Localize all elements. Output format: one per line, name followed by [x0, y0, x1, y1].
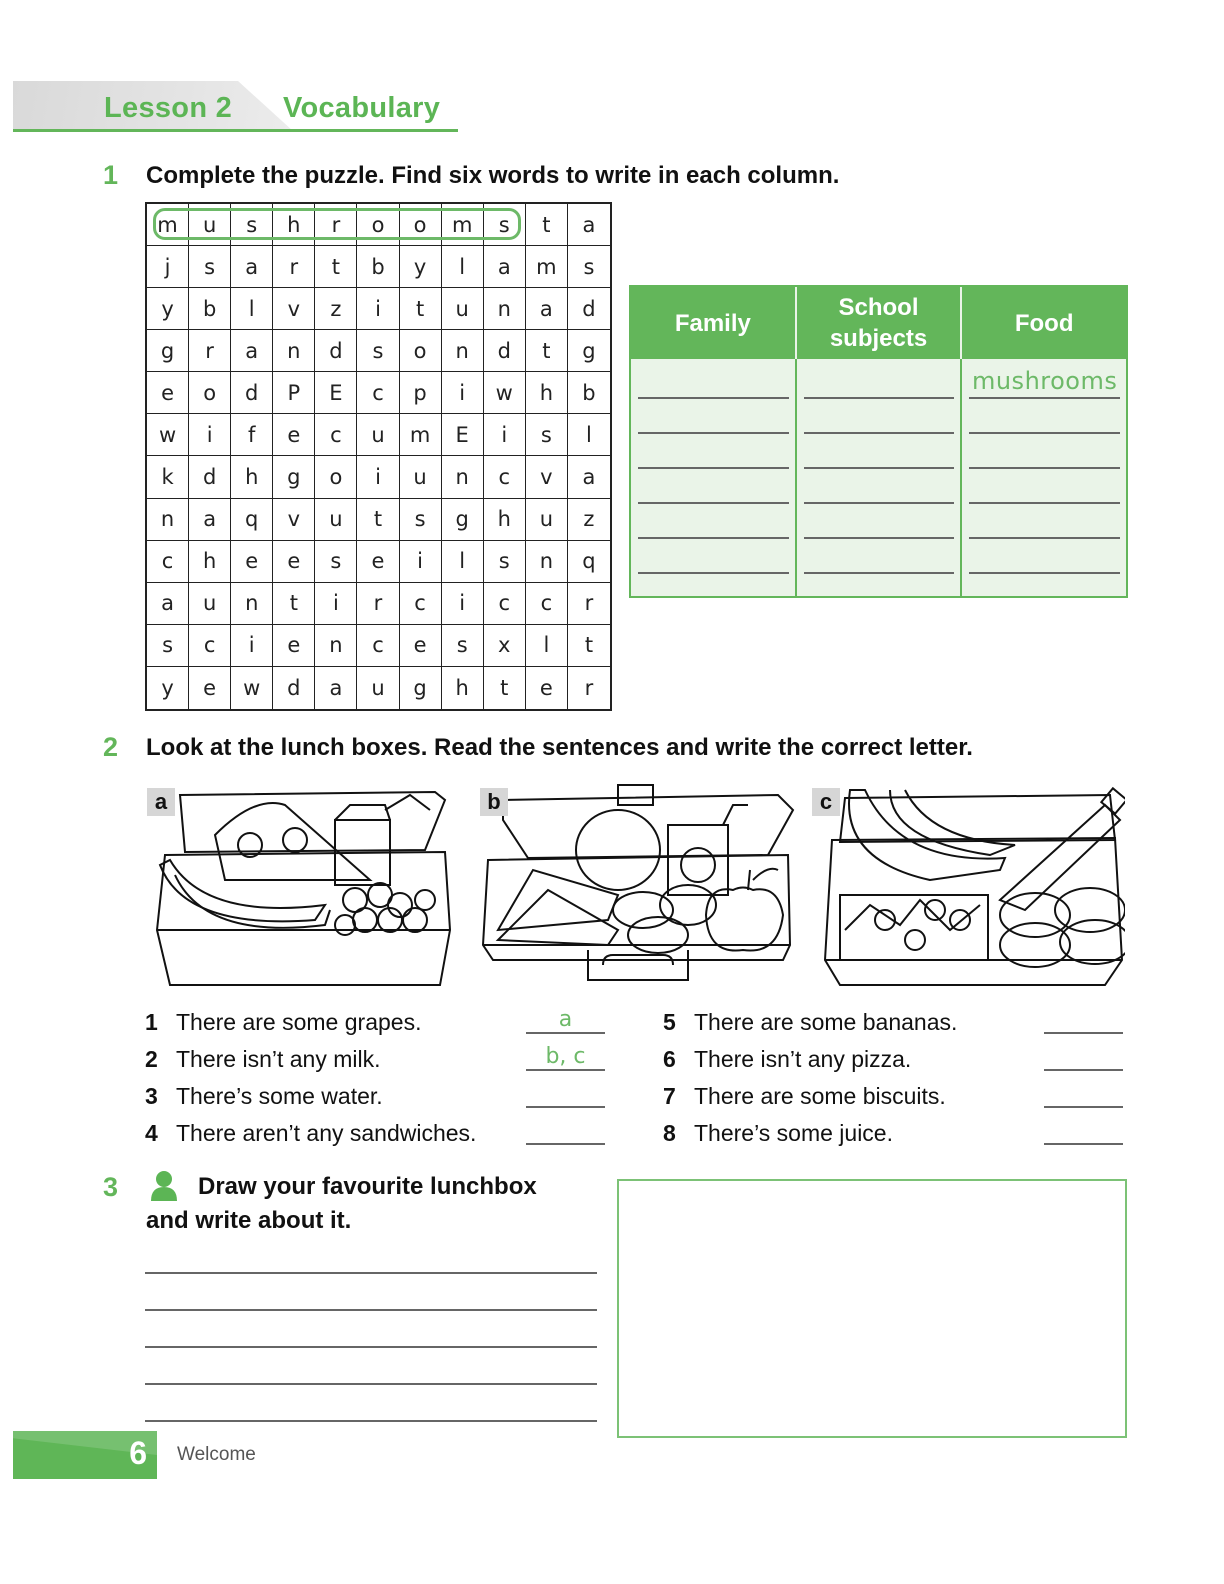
grid-cell[interactable]: a [315, 667, 357, 709]
grid-cell[interactable]: y [147, 288, 189, 330]
grid-cell[interactable]: m [400, 414, 442, 456]
column-header-family: Family [674, 309, 751, 337]
grid-cell[interactable]: q [568, 541, 610, 583]
grid-cell[interactable]: g [273, 456, 315, 498]
grid-cell[interactable]: d [315, 330, 357, 372]
answer-line[interactable] [638, 537, 789, 539]
grid-cell[interactable]: v [273, 499, 315, 541]
grid-cell[interactable]: c [484, 583, 526, 625]
grid-cell[interactable]: m [442, 204, 484, 246]
grid-cell[interactable]: u [526, 499, 568, 541]
writing-line-1[interactable] [145, 1272, 597, 1274]
sentence-text: There are some grapes. [176, 1009, 422, 1035]
writing-line-3[interactable] [145, 1346, 597, 1348]
answer-line[interactable] [969, 467, 1120, 469]
grid-cell[interactable]: s [526, 414, 568, 456]
answer-line[interactable] [969, 502, 1120, 504]
answer-blank[interactable] [1044, 1143, 1123, 1145]
grid-cell[interactable]: u [400, 456, 442, 498]
grid-cell[interactable]: y [147, 667, 189, 709]
lunchbox-a-label: a [147, 788, 175, 816]
sentence-text: There isn’t any pizza. [694, 1046, 912, 1072]
sentence-number: 8 [663, 1120, 676, 1146]
grid-cell[interactable]: d [484, 330, 526, 372]
grid-cell[interactable]: d [273, 667, 315, 709]
grid-cell[interactable]: d [189, 456, 231, 498]
grid-cell[interactable]: P [273, 372, 315, 414]
grid-cell[interactable]: h [526, 372, 568, 414]
column-food [960, 359, 1126, 596]
grid-cell[interactable]: a [147, 583, 189, 625]
grid-cell[interactable]: i [357, 456, 399, 498]
answer-line[interactable] [804, 502, 955, 504]
grid-cell[interactable]: o [400, 204, 442, 246]
sentence-text: There isn’t any milk. [176, 1046, 381, 1072]
answer-line[interactable] [638, 572, 789, 574]
sentence-item [663, 1009, 957, 1036]
grid-cell[interactable]: o [400, 330, 442, 372]
grid-cell[interactable]: e [273, 625, 315, 667]
exercise-1-instruction: Complete the puzzle. Find six words to write in each column. [146, 162, 840, 189]
answer-line[interactable] [638, 397, 789, 399]
grid-cell[interactable]: a [568, 456, 610, 498]
sentence-item [663, 1120, 893, 1147]
grid-cell[interactable]: r [189, 330, 231, 372]
grid-cell[interactable]: t [357, 499, 399, 541]
grid-cell[interactable]: n [526, 541, 568, 583]
grid-cell[interactable]: u [357, 667, 399, 709]
grid-cell[interactable]: r [568, 583, 610, 625]
lunchbox-c-illustration [810, 780, 1125, 990]
grid-cell[interactable]: n [442, 456, 484, 498]
grid-cell[interactable]: v [273, 288, 315, 330]
sentence-answer: a [558, 1007, 573, 1032]
sentence-text: There are some biscuits. [694, 1083, 946, 1109]
sentence-number: 2 [145, 1046, 158, 1072]
grid-cell[interactable]: t [526, 204, 568, 246]
grid-cell[interactable]: E [315, 372, 357, 414]
answer-line[interactable] [804, 397, 955, 399]
sentence-number: 5 [663, 1009, 676, 1035]
answer-blank[interactable] [526, 1106, 605, 1108]
grid-cell[interactable]: a [526, 288, 568, 330]
grid-cell[interactable]: w [231, 667, 273, 709]
writing-line-2[interactable] [145, 1309, 597, 1311]
grid-cell[interactable]: l [442, 541, 484, 583]
answer-line[interactable] [969, 572, 1120, 574]
column-header-school-subjects-label: School subjects [829, 294, 928, 352]
grid-cell[interactable]: h [442, 667, 484, 709]
exercise-1-number: 1 [103, 160, 119, 190]
column-header-school-subjects [795, 287, 961, 359]
grid-cell[interactable]: o [189, 372, 231, 414]
grid-cell[interactable]: h [273, 204, 315, 246]
lunchbox-a-illustration [145, 780, 460, 990]
sentence-number: 3 [145, 1083, 158, 1109]
grid-cell[interactable]: m [526, 246, 568, 288]
exercise-3-instruction-line1: Draw your favourite lunchbox [198, 1173, 537, 1200]
answer-line[interactable] [969, 537, 1120, 539]
person-icon [150, 1170, 178, 1202]
category-table [629, 285, 1128, 598]
answer-blank[interactable] [526, 1069, 605, 1071]
grid-cell[interactable]: l [231, 288, 273, 330]
grid-cell[interactable]: m [147, 204, 189, 246]
sentence-number: 7 [663, 1083, 676, 1109]
grid-cell[interactable]: e [273, 414, 315, 456]
grid-cell[interactable]: h [484, 499, 526, 541]
exercise-2-number: 2 [103, 732, 119, 762]
grid-cell[interactable]: a [231, 330, 273, 372]
word-search-grid [145, 202, 612, 711]
grid-cell[interactable]: n [315, 625, 357, 667]
lesson-banner [13, 81, 458, 131]
grid-cell[interactable]: w [484, 372, 526, 414]
sentence-item [145, 1009, 421, 1036]
grid-cell[interactable]: i [484, 414, 526, 456]
grid-cell[interactable]: s [315, 541, 357, 583]
grid-cell[interactable]: n [484, 288, 526, 330]
grid-cell[interactable]: c [357, 625, 399, 667]
banner-underline [13, 129, 458, 132]
lunchbox-b-illustration [478, 780, 798, 990]
grid-cell[interactable]: n [442, 330, 484, 372]
sentence-number: 6 [663, 1046, 676, 1072]
answer-line[interactable] [638, 432, 789, 434]
grid-cell[interactable]: c [315, 414, 357, 456]
grid-cell[interactable]: t [568, 625, 610, 667]
grid-cell[interactable]: t [315, 246, 357, 288]
grid-cell[interactable]: v [526, 456, 568, 498]
sentence-text: There aren’t any sandwiches. [176, 1120, 477, 1146]
grid-cell[interactable]: s [484, 204, 526, 246]
grid-cell[interactable]: u [189, 583, 231, 625]
grid-cell[interactable]: n [147, 499, 189, 541]
answer-line[interactable] [804, 572, 955, 574]
grid-cell[interactable]: i [400, 541, 442, 583]
grid-cell[interactable]: g [147, 330, 189, 372]
answer-blank[interactable] [1044, 1106, 1123, 1108]
grid-cell[interactable]: c [526, 583, 568, 625]
grid-cell[interactable]: h [189, 541, 231, 583]
grid-cell[interactable]: c [147, 541, 189, 583]
grid-cell[interactable]: s [484, 541, 526, 583]
grid-cell[interactable]: s [147, 625, 189, 667]
circled-word-mushrooms [153, 208, 521, 240]
grid-cell[interactable]: l [526, 625, 568, 667]
lunchbox-c-label: c [812, 788, 840, 816]
grid-cell[interactable]: y [400, 246, 442, 288]
grid-cell[interactable]: e [526, 667, 568, 709]
page-number-tab [13, 1431, 157, 1479]
category-table-body [631, 359, 1126, 596]
grid-cell[interactable]: e [147, 372, 189, 414]
grid-cell[interactable]: e [273, 541, 315, 583]
grid-cell[interactable]: i [231, 625, 273, 667]
grid-cell[interactable]: u [189, 204, 231, 246]
grid-cell[interactable]: u [357, 414, 399, 456]
grid-cell[interactable]: c [357, 372, 399, 414]
column-school-subjects [795, 359, 961, 596]
writing-line-5[interactable] [145, 1420, 597, 1422]
grid-cell[interactable]: i [442, 372, 484, 414]
sentence-item [663, 1083, 946, 1110]
exercise-3-number: 3 [103, 1172, 119, 1202]
grid-cell[interactable]: u [442, 288, 484, 330]
grid-cell[interactable]: d [568, 288, 610, 330]
grid-cell[interactable]: e [231, 541, 273, 583]
grid-cell[interactable]: i [189, 414, 231, 456]
grid-cell[interactable]: x [484, 625, 526, 667]
grid-cell[interactable]: e [357, 541, 399, 583]
grid-cell[interactable]: c [189, 625, 231, 667]
grid-cell[interactable]: r [273, 246, 315, 288]
sentence-item [145, 1083, 383, 1110]
sentence-answer: b, c [545, 1044, 586, 1069]
grid-cell[interactable]: t [273, 583, 315, 625]
grid-cell[interactable]: e [400, 625, 442, 667]
column-family [631, 359, 795, 596]
grid-cell[interactable]: n [231, 583, 273, 625]
grid-cell[interactable]: s [357, 330, 399, 372]
grid-cell[interactable]: p [400, 372, 442, 414]
lunchbox-a [145, 780, 460, 990]
sentence-number: 4 [145, 1120, 158, 1146]
exercise-2-instruction: Look at the lunch boxes. Read the sentences and write the correct letter. [146, 734, 973, 761]
grid-cell[interactable]: t [526, 330, 568, 372]
page-number: 6 [129, 1435, 147, 1471]
grid-cell[interactable]: i [315, 583, 357, 625]
grid-cell[interactable]: q [231, 499, 273, 541]
grid-cell[interactable]: a [189, 499, 231, 541]
grid-cell[interactable]: n [273, 330, 315, 372]
grid-cell[interactable]: d [231, 372, 273, 414]
sentence-text: There’s some juice. [694, 1120, 893, 1146]
grid-cell[interactable]: o [357, 204, 399, 246]
section-title: Vocabulary [283, 92, 441, 124]
grid-cell[interactable]: h [231, 456, 273, 498]
grid-cell[interactable]: z [315, 288, 357, 330]
grid-cell[interactable]: s [442, 625, 484, 667]
grid-cell[interactable]: l [442, 246, 484, 288]
grid-cell[interactable]: i [442, 583, 484, 625]
grid-cell[interactable]: g [400, 667, 442, 709]
grid-cell[interactable]: w [147, 414, 189, 456]
grid-cell[interactable]: r [357, 583, 399, 625]
sentence-item [663, 1046, 911, 1073]
sentence-text: There’s some water. [176, 1083, 383, 1109]
grid-cell[interactable]: c [484, 456, 526, 498]
grid-cell[interactable]: a [231, 246, 273, 288]
grid-cell[interactable]: r [584, 675, 594, 700]
lunchbox-b-label: b [480, 788, 508, 816]
grid-cell[interactable]: a [484, 246, 526, 288]
grid-cell[interactable]: r [315, 204, 357, 246]
sentence-item [145, 1120, 476, 1147]
exercise-3-instruction-line2: and write about it. [146, 1207, 352, 1234]
grid-cell[interactable]: a [568, 204, 610, 246]
answer-blank[interactable] [526, 1143, 605, 1145]
sentence-text: There are some bananas. [694, 1009, 958, 1035]
grid-cell[interactable]: k [147, 456, 189, 498]
grid-cell[interactable]: g [442, 499, 484, 541]
writing-line-4[interactable] [145, 1383, 597, 1385]
unit-name: Welcome [177, 1444, 256, 1465]
grid-cell[interactable]: b [189, 288, 231, 330]
grid-cell[interactable]: j [147, 246, 189, 288]
grid-cell[interactable]: b [357, 246, 399, 288]
grid-cell[interactable]: l [568, 414, 610, 456]
lesson-label: Lesson 2 [104, 92, 233, 124]
grid-cell[interactable]: f [231, 414, 273, 456]
lunchbox-b [478, 780, 798, 990]
grid-cell[interactable]: s [231, 204, 273, 246]
answer-line[interactable] [804, 467, 955, 469]
answer-line[interactable] [804, 432, 955, 434]
grid-cell[interactable]: s [568, 246, 610, 288]
grid-cell[interactable]: b [568, 372, 610, 414]
answer-text: mushrooms [971, 367, 1118, 395]
answer-line[interactable] [969, 432, 1120, 434]
lunchbox-c [810, 780, 1125, 990]
answer-blank[interactable] [526, 1032, 605, 1034]
grid-cell[interactable]: g [568, 330, 610, 372]
sentence-item [145, 1046, 381, 1073]
grid-cell[interactable]: o [315, 456, 357, 498]
grid-cell[interactable]: u [315, 499, 357, 541]
grid-cell[interactable]: E [442, 414, 484, 456]
answer-blank[interactable] [1044, 1069, 1123, 1071]
grid-cell[interactable]: s [400, 499, 442, 541]
answer-line[interactable] [804, 537, 955, 539]
grid-cell[interactable]: i [357, 288, 399, 330]
drawing-box[interactable] [617, 1179, 1127, 1438]
grid-cell[interactable]: s [189, 246, 231, 288]
answer-blank[interactable] [1044, 1032, 1123, 1034]
grid-cell[interactable]: e [189, 667, 231, 709]
column-header-food: Food [960, 287, 1126, 359]
grid-cell[interactable]: t [400, 288, 442, 330]
answer-line[interactable] [969, 397, 1120, 399]
answer-line[interactable] [638, 467, 789, 469]
answer-line[interactable] [638, 502, 789, 504]
grid-cell[interactable]: z [568, 499, 610, 541]
grid-cell[interactable]: c [400, 583, 442, 625]
grid-cell[interactable]: t [484, 667, 526, 709]
sentence-number: 1 [145, 1009, 158, 1035]
category-table-header [631, 287, 1126, 359]
